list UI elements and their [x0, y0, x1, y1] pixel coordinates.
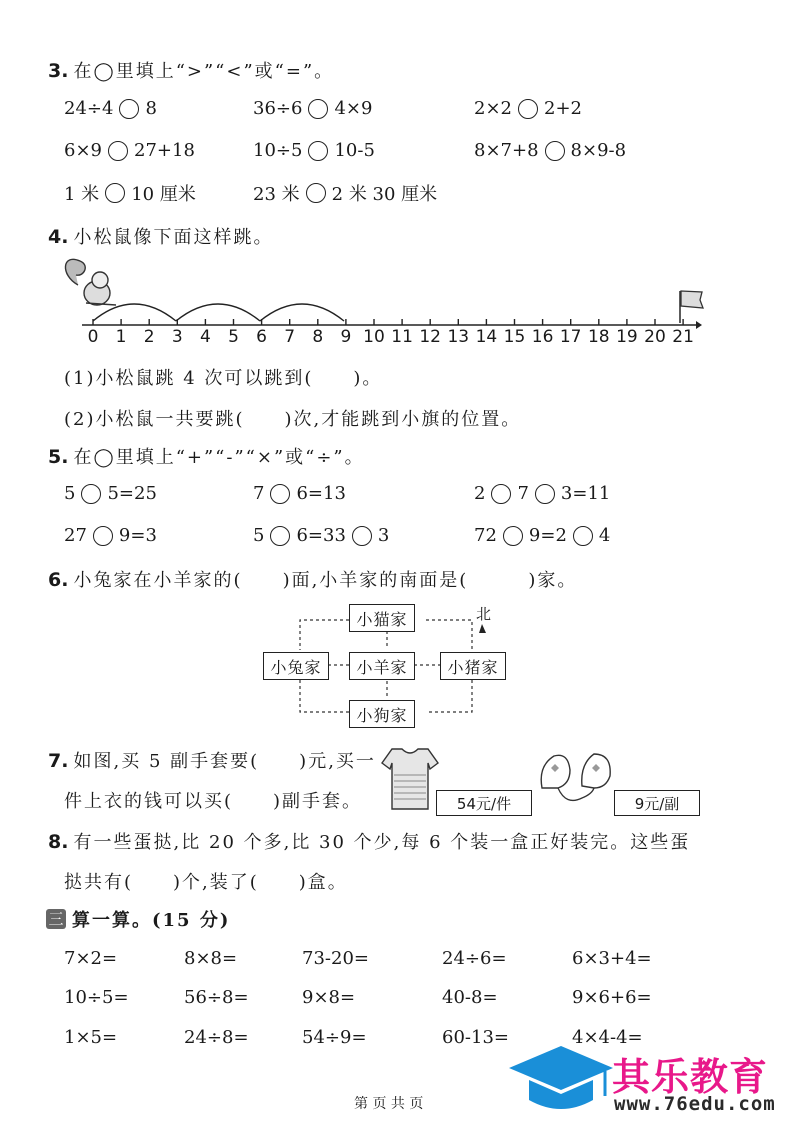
answer-circle[interactable] — [270, 526, 290, 546]
flag-icon — [680, 291, 703, 323]
tick-label: 8 — [312, 327, 324, 347]
watermark-url: www.76edu.com — [614, 1093, 776, 1115]
answer-circle[interactable] — [108, 141, 128, 161]
expr-left: 24÷4 — [64, 98, 114, 119]
operand: 72 — [474, 525, 497, 546]
number-line-figure — [0, 255, 793, 335]
answer-circle[interactable] — [573, 526, 593, 546]
operand: 6=13 — [296, 483, 346, 504]
calc-item: 7×2= — [64, 948, 118, 969]
glove-price-tag: 9元/副 — [614, 790, 700, 816]
q8-header — [48, 828, 690, 854]
tick-label: 20 — [644, 327, 666, 347]
expr-right: 2 米 30 厘米 — [331, 184, 438, 205]
calc-item: 1×5= — [64, 1027, 118, 1048]
expr-left: 6×9 — [64, 140, 102, 161]
watermark-name: 其乐教育 — [612, 1055, 769, 1099]
q3-item — [253, 140, 375, 161]
tick-label: 6 — [256, 327, 268, 347]
tick-label: 9 — [340, 327, 352, 347]
north-label: 北 — [476, 605, 492, 623]
operand: 7 — [253, 483, 265, 504]
axis-arrow — [696, 321, 702, 329]
expr-left: 2×2 — [474, 98, 512, 119]
house-box-center: 小羊家 — [349, 652, 415, 680]
tick-label: 3 — [171, 327, 183, 347]
answer-circle[interactable] — [81, 484, 101, 504]
answer-circle[interactable] — [308, 99, 328, 119]
operand: 3 — [377, 525, 390, 546]
house-box-top: 小猫家 — [349, 604, 415, 632]
calc-item: 4×4-4= — [572, 1027, 643, 1048]
expr-left: 36÷6 — [253, 98, 303, 119]
section-number-badge: 三 — [46, 909, 66, 929]
q5-item — [253, 525, 389, 546]
house-box-right: 小猪家 — [440, 652, 506, 680]
expr-right: 10 厘米 — [131, 184, 196, 205]
calc-item: 56÷8= — [184, 987, 249, 1008]
tick-label: 2 — [143, 327, 155, 347]
tick-label: 19 — [616, 327, 638, 347]
north-arrow-icon — [479, 624, 486, 633]
q4-number: 4. — [48, 226, 69, 248]
answer-circle[interactable] — [545, 141, 565, 161]
q5-number: 5. — [48, 446, 69, 468]
expr-right: 2+2 — [544, 98, 582, 119]
q8-line1: 有一些蛋挞,比 20 个多,比 30 个少,每 6 个装一盒正好装完。这些蛋 — [73, 832, 691, 853]
calc-item: 9×6+6= — [572, 987, 652, 1008]
q6-number: 6. — [48, 569, 69, 591]
answer-circle[interactable] — [503, 526, 523, 546]
q5-item — [64, 525, 157, 546]
jump-arc — [176, 304, 260, 321]
house-box-left: 小兔家 — [263, 652, 329, 680]
tick-label: 18 — [587, 327, 610, 347]
q6-text: 小兔家在小羊家的( )面,小羊家的南面是( )家。 — [73, 570, 578, 591]
calc-item: 73-20= — [302, 948, 369, 969]
expr-left: 1 米 — [64, 184, 100, 205]
tick-label: 14 — [475, 327, 498, 347]
tick-label: 21 — [672, 327, 694, 347]
shirt-price-tag: 54元/件 — [436, 790, 532, 816]
operand: 5 — [253, 525, 265, 546]
q3-item — [64, 140, 195, 161]
calc-item: 54÷9= — [302, 1027, 367, 1048]
operand: 7 — [517, 483, 529, 504]
calc-item: 40-8= — [442, 987, 498, 1008]
q7-line1: 如图,买 5 副手套要( )元,买一 — [73, 751, 376, 772]
operand: 3=11 — [560, 483, 611, 504]
calc-item: 24÷6= — [442, 948, 507, 969]
q5-item — [474, 525, 610, 546]
tick-label: 11 — [391, 327, 413, 347]
expr-right: 8 — [145, 98, 157, 119]
section3-header — [46, 906, 230, 932]
section3-title: 算一算。(15 分) — [72, 910, 231, 931]
jump-arc — [93, 304, 176, 321]
operand: 2 — [474, 483, 486, 504]
tick-label: 1 — [115, 327, 127, 347]
q4-sub1: (1)小松鼠跳 4 次可以跳到( )。 — [64, 368, 383, 389]
q5-item — [474, 483, 610, 504]
expr-right: 4×9 — [334, 98, 373, 119]
calc-item: 60-13= — [442, 1027, 509, 1048]
q3-item — [474, 140, 626, 161]
tick-label: 17 — [559, 327, 582, 347]
q3-item — [253, 180, 437, 206]
expr-right: 27+18 — [134, 140, 195, 161]
answer-circle[interactable] — [535, 484, 555, 504]
q5-item — [64, 483, 157, 504]
answer-circle[interactable] — [518, 99, 538, 119]
q5-item — [253, 483, 346, 504]
squirrel-icon — [65, 259, 116, 305]
q7-header — [48, 747, 376, 773]
tick-marks — [93, 319, 683, 325]
q6-header — [48, 566, 577, 592]
answer-circle[interactable] — [119, 99, 139, 119]
q7-number: 7. — [48, 750, 69, 772]
q5-instruction: 在◯里填上“+”“-”“×”或“÷”。 — [73, 447, 365, 468]
q3-instruction: 在◯里填上“>”“<”或“=”。 — [73, 61, 335, 82]
page-footer: 第 页 共 页 — [354, 1096, 424, 1112]
tick-label: 4 — [199, 327, 211, 347]
tick-label: 5 — [228, 327, 239, 347]
q4-instruction: 小松鼠像下面这样跳。 — [73, 227, 274, 248]
q3-item — [474, 98, 582, 119]
operand: 5=25 — [107, 483, 157, 504]
operand: 6=33 — [296, 525, 346, 546]
q3-item — [64, 98, 157, 119]
answer-circle[interactable] — [308, 141, 328, 161]
q3-header — [48, 57, 334, 83]
answer-circle[interactable] — [491, 484, 511, 504]
shirt-icon — [380, 745, 440, 813]
graduation-cap-icon — [505, 1038, 615, 1118]
tick-label: 0 — [87, 327, 99, 347]
answer-circle[interactable] — [270, 484, 290, 504]
tick-label: 12 — [419, 327, 442, 347]
calc-item: 24÷8= — [184, 1027, 249, 1048]
tick-label: 10 — [363, 327, 385, 347]
tick-label: 16 — [531, 327, 554, 347]
expr-left: 23 米 — [253, 184, 300, 205]
tick-label: 13 — [447, 327, 470, 347]
answer-circle[interactable] — [93, 526, 113, 546]
q4-sub2: (2)小松鼠一共要跳( )次,才能跳到小旗的位置。 — [64, 409, 522, 430]
q5-header — [48, 443, 365, 469]
calc-item: 10÷5= — [64, 987, 129, 1008]
house-box-bottom: 小狗家 — [349, 700, 415, 728]
expr-left: 8×7+8 — [474, 140, 539, 161]
jump-arc — [260, 304, 344, 321]
operand: 27 — [64, 525, 87, 546]
expr-left: 10÷5 — [253, 140, 303, 161]
operand: 4 — [598, 525, 611, 546]
q7-line2: 件上衣的钱可以买( )副手套。 — [64, 791, 363, 812]
expr-right: 8×9-8 — [570, 140, 627, 161]
tick-label: 7 — [284, 327, 296, 347]
expr-right: 10-5 — [334, 140, 375, 161]
q8-line2: 挞共有( )个,装了( )盒。 — [64, 872, 348, 893]
tick-label: 15 — [503, 327, 526, 347]
answer-circle[interactable] — [105, 183, 125, 203]
operand: 9=2 — [528, 525, 567, 546]
calc-item: 9×8= — [302, 987, 356, 1008]
calc-item: 8×8= — [184, 948, 238, 969]
calc-item: 6×3+4= — [572, 948, 652, 969]
q3-item — [64, 180, 196, 206]
q3-item — [253, 98, 372, 119]
gloves-icon — [536, 748, 616, 808]
answer-circle[interactable] — [306, 183, 326, 203]
answer-circle[interactable] — [352, 526, 372, 546]
operand: 9=3 — [118, 525, 157, 546]
q4-header — [48, 223, 274, 249]
q3-number: 3. — [48, 60, 69, 82]
operand: 5 — [64, 483, 76, 504]
q8-number: 8. — [48, 831, 69, 853]
